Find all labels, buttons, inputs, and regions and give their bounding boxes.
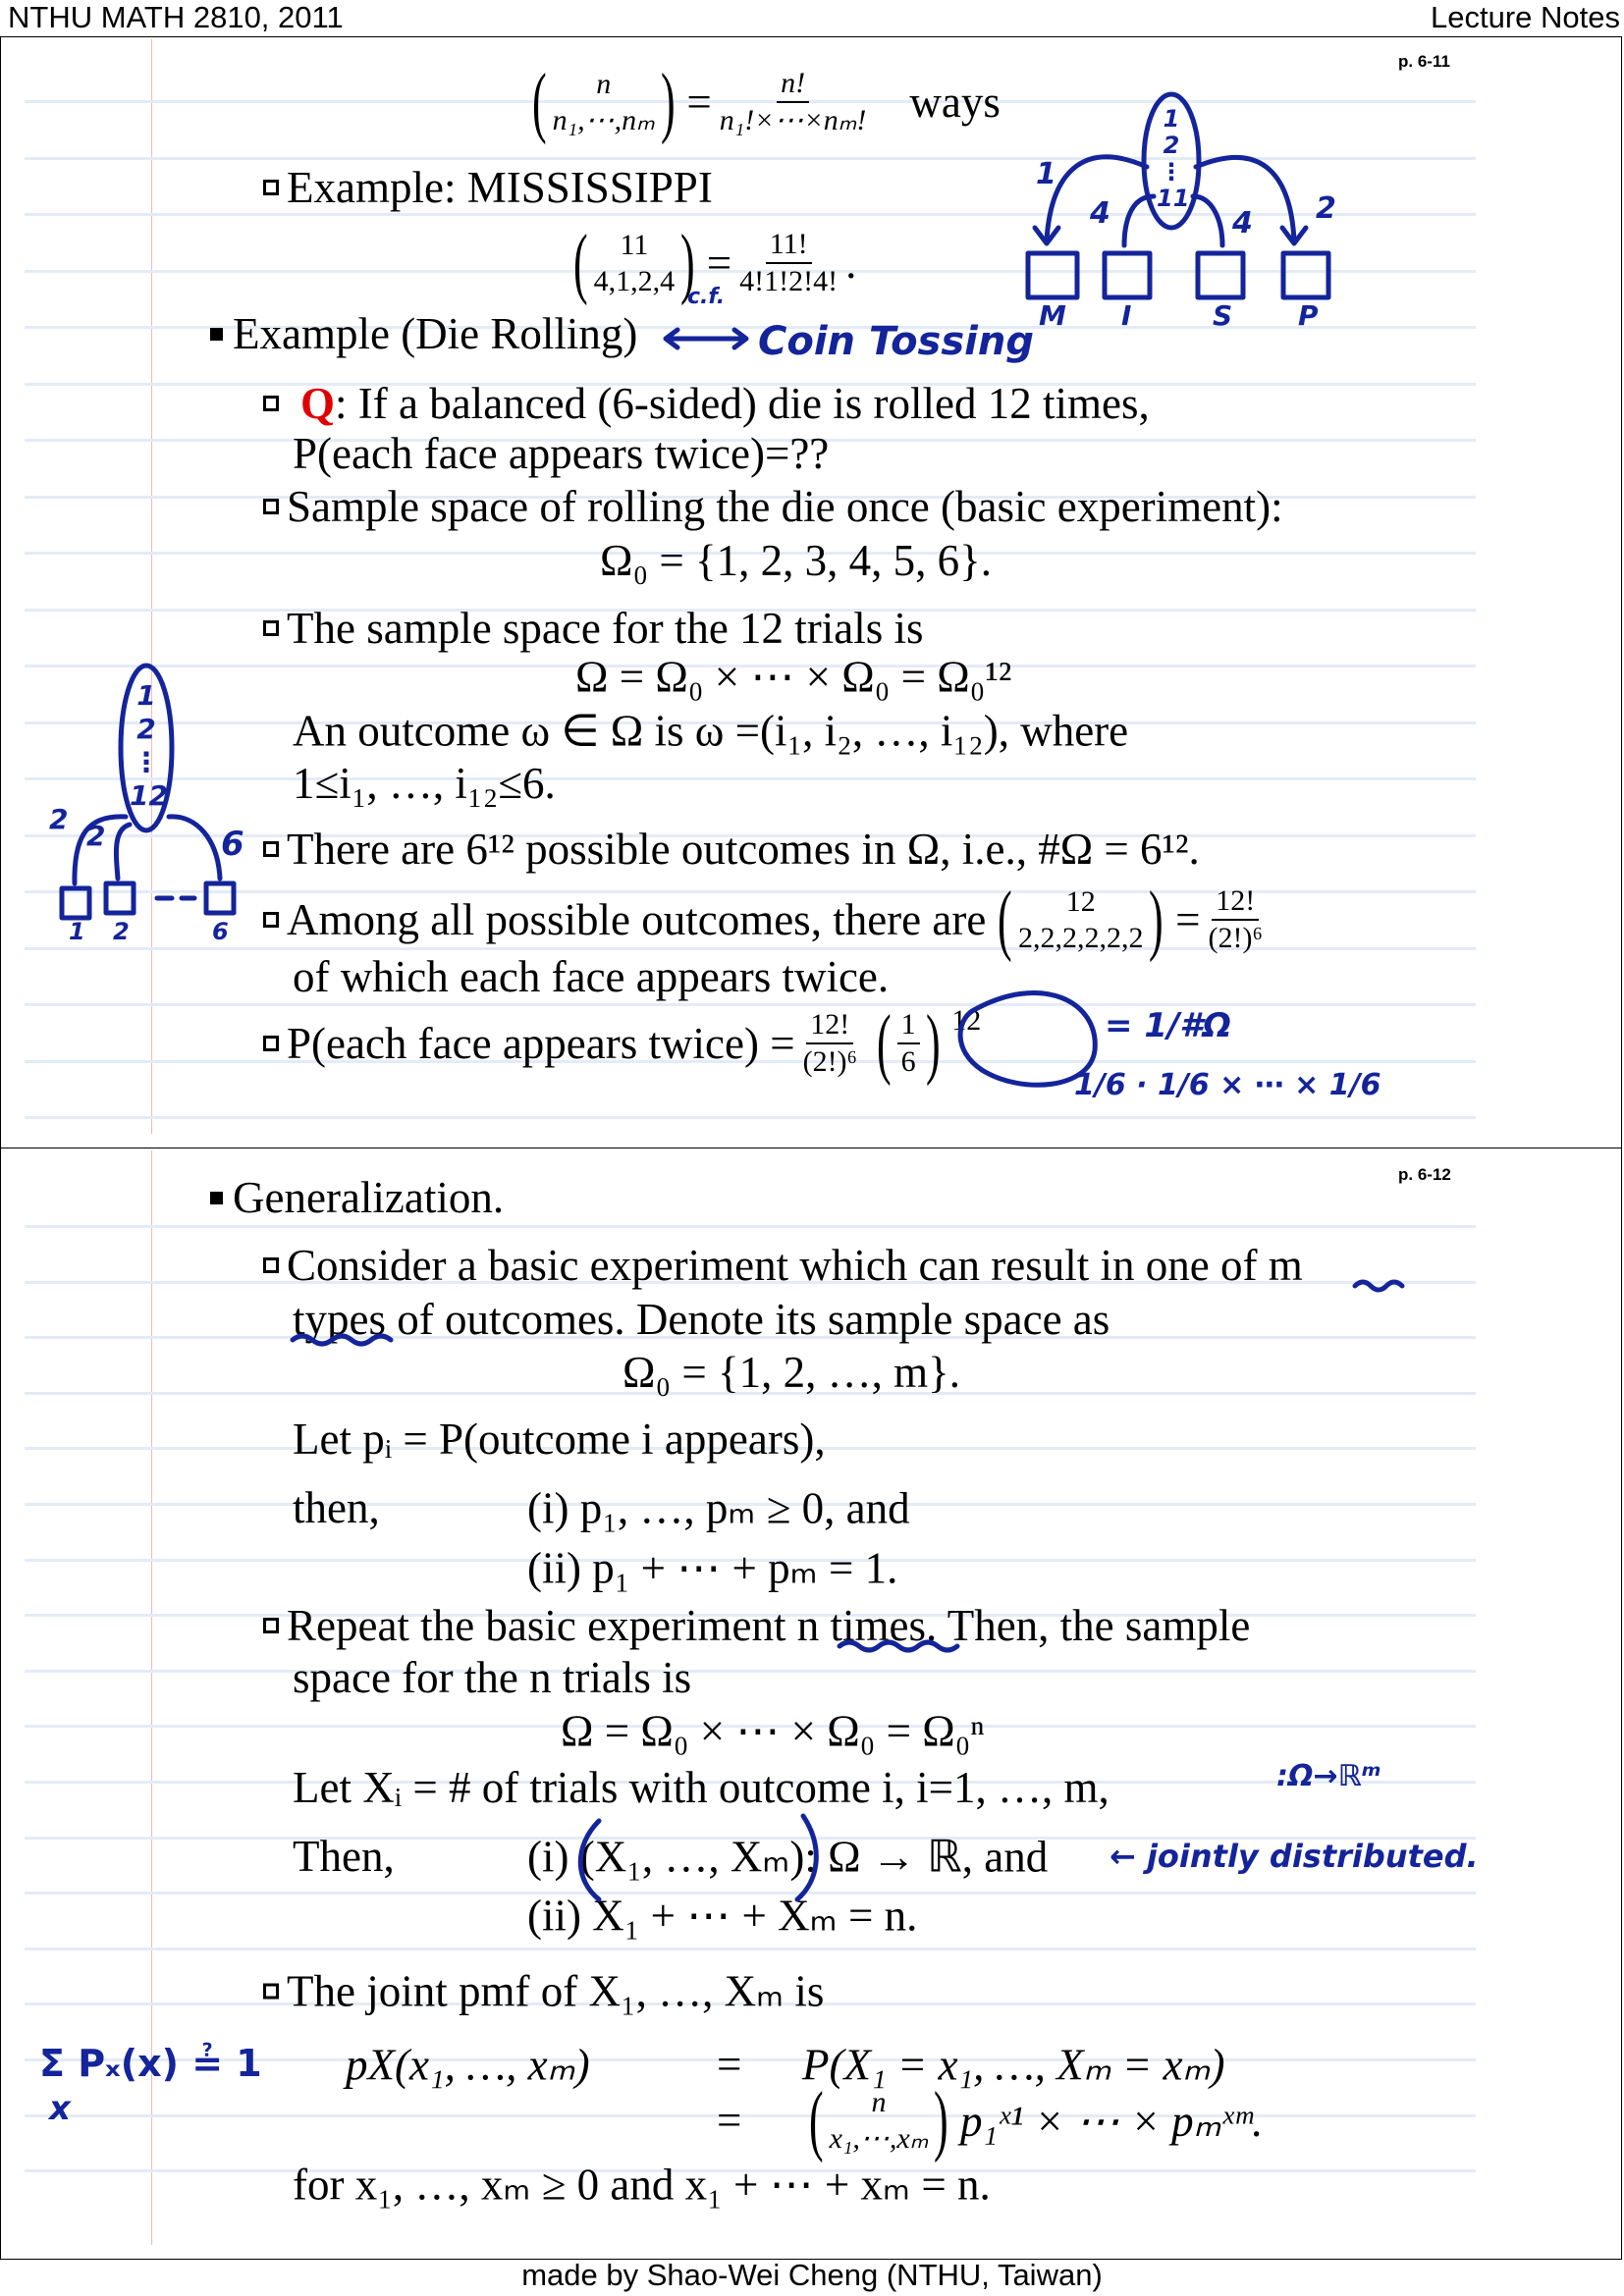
square-bullet-icon — [263, 912, 279, 928]
count-label: 1 — [1036, 157, 1056, 191]
oval-item: 11 — [1157, 185, 1190, 212]
bullet-example-mississippi — [263, 162, 713, 213]
omega0-set: Ω₀ = {1, 2, 3, 4, 5, 6}. — [600, 536, 992, 585]
letter-label: P — [1298, 299, 1319, 332]
text: Example: MISSISSIPPI — [287, 163, 713, 212]
text: The sample space for the 12 trials is — [287, 604, 924, 653]
ruled-line — [25, 1948, 1476, 1950]
frac-den: (2!)⁶ — [802, 1045, 858, 1078]
text: Repeat the basic experiment n times. Then, the sample — [287, 1601, 1251, 1650]
sum-annotation: Σ Pₓ(x) ≟ 1 — [39, 2042, 262, 2085]
bullet-repeat — [263, 1600, 1250, 1651]
which-text: of which each face appears twice. — [293, 952, 890, 1001]
let-x-text: Let Xᵢ = # of trials with outcome i, i=1, …, m, — [293, 1763, 1110, 1812]
square-bullet-icon — [263, 180, 279, 195]
box-label: 2 — [113, 918, 130, 945]
square-bullet-icon — [263, 1983, 279, 1999]
letter-label: S — [1213, 299, 1233, 332]
header-left: NTHU MATH 2810, 2011 — [8, 0, 344, 34]
count-label: 2 — [86, 820, 106, 852]
text: Among all possible outcomes, there are — [287, 895, 987, 944]
equals: = — [706, 239, 732, 288]
oval-contents — [130, 679, 168, 813]
frac-num: 12! — [806, 1007, 853, 1044]
bullet-joint-pmf — [263, 1965, 824, 2017]
condition-i: (i) p₁, …, pₘ ≥ 0, and — [527, 1483, 910, 1533]
bullet-trials — [263, 603, 924, 654]
omega-product: Ω = Ω₀ × ⋯ × Ω₀ = Ω₀¹² — [575, 652, 1012, 702]
property-i: (i) (X₁, …, Xₘ): Ω → ℝ, and — [527, 1832, 1049, 1882]
product-term: p₁ˣ¹ × ⋯ × pₘˣᵐ. — [960, 2096, 1264, 2146]
binom-bottom: x₁,⋯,xₘ — [829, 2122, 929, 2155]
sum-index-annotation: x — [49, 2089, 71, 2128]
omega0-set: Ω₀ = {1, 2, …, m}. — [623, 1348, 960, 1397]
space-text: space for the n trials is — [293, 1653, 692, 1702]
frac-num: n! — [777, 66, 809, 103]
bullet-among: Among all possible outcomes, there are ( 12 2,2,2,2,2,2 ) = $\frac{12!}{\text{(2!)⁶}}$ — [263, 881, 1271, 959]
count-label: 2 — [1316, 191, 1336, 226]
frac-num: 11! — [766, 227, 812, 264]
pmf-lhs: pX(x₁, …, xₘ) — [346, 2040, 590, 2090]
box-label: 1 — [69, 918, 85, 945]
margin-line — [151, 39, 152, 1134]
filled-bullet-icon — [210, 328, 223, 341]
jointly-distributed-annotation: ← jointly distributed. — [1110, 1838, 1479, 1875]
bullet-sample-space — [263, 481, 1283, 532]
square-bullet-icon — [263, 396, 279, 411]
equals: = — [717, 2040, 742, 2089]
filled-bullet-icon — [210, 1192, 223, 1204]
oval-item: ⋮ — [1160, 158, 1183, 186]
text: There are 6¹² possible outcomes in Ω, i.e., #Ω = 6¹². — [287, 825, 1200, 874]
bullet-consider — [263, 1240, 1303, 1291]
ways-label: ways — [909, 78, 1001, 127]
bullet-generalization — [210, 1172, 504, 1223]
count-label: 6 — [221, 825, 244, 864]
ruled-line — [25, 1116, 1476, 1119]
mississippi-formula: ( 11 4,1,2,4 ) = $\frac{11!}{4!1!2!4!}$ . — [572, 220, 857, 306]
bullet-question — [263, 378, 1150, 429]
binom-bottom: 4,1,2,4 — [593, 265, 676, 297]
text: Example (Die Rolling) — [233, 309, 638, 358]
ruled-line — [25, 777, 1476, 780]
equals: = — [1175, 895, 1201, 944]
let-p-text: Let pᵢ = P(outcome i appears), — [293, 1415, 826, 1464]
binom-bottom: 2,2,2,2,2,2 — [1017, 922, 1144, 954]
count-label: 4 — [1232, 206, 1253, 240]
omega-product: Ω = Ω₀ × ⋯ × Ω₀ = Ω₀ⁿ — [561, 1706, 985, 1756]
binom-bottom: n₁,⋯,nₘ — [552, 104, 655, 136]
frac-den: (2!)⁶ — [1208, 922, 1263, 954]
square-bullet-icon — [263, 841, 279, 857]
frac-den: 6 — [900, 1045, 916, 1078]
page-label: p. 6-12 — [1398, 1165, 1451, 1184]
oval-contents — [1157, 105, 1190, 212]
text: : If a balanced (6-sided) die is rolled 12 times, — [335, 379, 1150, 428]
ruled-line — [25, 213, 1476, 216]
exponent: 12 — [951, 1004, 982, 1037]
square-bullet-icon — [263, 1036, 279, 1051]
multinomial-formula: ( n n₁,⋯,nₘ ) = $\frac{n!}{\text{n₁!×⋯×nₘ!}}$ ways — [531, 59, 1001, 145]
binom-top: 12 — [1065, 884, 1096, 918]
square-bullet-icon — [263, 1618, 279, 1633]
letter-label: M — [1039, 299, 1066, 332]
square-bullet-icon — [263, 620, 279, 636]
header-right: Lecture Notes — [1431, 0, 1620, 34]
square-bullet-icon — [263, 499, 279, 514]
oval-item: 1 — [136, 679, 156, 712]
text: Consider a basic experiment which can result in one of m — [287, 1241, 1303, 1290]
binom-top: n — [596, 67, 612, 100]
bullet-example-die — [210, 308, 637, 359]
count-label: 4 — [1090, 196, 1110, 231]
frac-num: 12! — [1212, 883, 1259, 921]
outcome-text: An outcome ω ∈ Ω is ω =(i₁, i₂, …, i₁₂), where — [293, 706, 1129, 756]
bullet-count — [263, 824, 1200, 875]
product-annotation: 1/6 · 1/6 × ⋯ × 1/6 — [1074, 1068, 1381, 1102]
condition-ii: (ii) p₁ + ⋯ + pₘ = 1. — [527, 1543, 898, 1593]
range-text: 1≤i₁, …, i₁₂≤6. — [293, 759, 556, 808]
oval-item: ⋮ — [133, 746, 160, 778]
pmf-rhs2: ( n x₁,⋯,xₘ ) p₁ˣ¹ × ⋯ × pₘˣᵐ. — [808, 2077, 1264, 2163]
text: The joint pmf of X₁, …, Xₘ is — [287, 1966, 825, 2016]
for-condition: for x₁, …, xₘ ≥ 0 and x₁ + ⋯ + xₘ = n. — [293, 2160, 991, 2210]
period: . — [845, 239, 857, 288]
oval-item: 2 — [1163, 132, 1180, 159]
ruled-line — [25, 1670, 1476, 1673]
letter-label: I — [1121, 299, 1132, 332]
ruled-line — [25, 157, 1476, 160]
question-line2: P(each face appears twice)=?? — [293, 429, 830, 478]
binom-top: n — [871, 2085, 887, 2118]
text: Sample space of rolling the die once (basic experiment): — [287, 482, 1283, 531]
page-label: p. 6-11 — [1398, 52, 1450, 71]
frac-num: 1 — [897, 1007, 920, 1044]
square-bullet-icon — [263, 1257, 279, 1273]
frac-den: n₁!×⋯×nₘ! — [719, 104, 867, 136]
footer-credit: made by Shao-Wei Cheng (NTHU, Taiwan) — [521, 2258, 1103, 2292]
oval-item: 1 — [1163, 105, 1180, 133]
binom-top: 11 — [620, 228, 649, 261]
then-label: Then, — [293, 1832, 395, 1881]
frac-den: 4!1!2!4! — [739, 265, 839, 297]
types-text: types of outcomes. Denote its sample space as — [293, 1295, 1110, 1344]
then-label: then, — [293, 1483, 380, 1532]
q-label: Q — [300, 379, 336, 428]
equals: = — [717, 2096, 742, 2145]
ruled-line — [25, 1225, 1476, 1228]
oval-item: 12 — [130, 779, 168, 812]
text: P(each face appears twice) = — [287, 1019, 795, 1068]
count-label: 2 — [49, 803, 69, 835]
coin-tossing-annotation: Coin Tossing — [758, 319, 1034, 364]
pmf-rhs1: P(X₁ = x₁, …, Xₘ = xₘ) — [802, 2040, 1225, 2090]
box-label: 6 — [212, 918, 229, 945]
bullet-probability: P(each face appears twice) = $\frac{12!}{\text{(2!)⁶}}$ ( $\frac{1}{6}$ ) $^{12}$ — [263, 1004, 981, 1083]
oval-item: 2 — [136, 713, 156, 745]
property-ii: (ii) X₁ + ⋯ + Xₘ = n. — [527, 1891, 918, 1941]
text: Generalization. — [233, 1173, 505, 1222]
equals: = — [686, 78, 712, 127]
map-annotation: :Ω→ℝᵐ — [1276, 1759, 1381, 1793]
cf-annotation: c.f. — [687, 285, 726, 309]
inverse-count-annotation: = 1/#Ω — [1105, 1006, 1231, 1045]
